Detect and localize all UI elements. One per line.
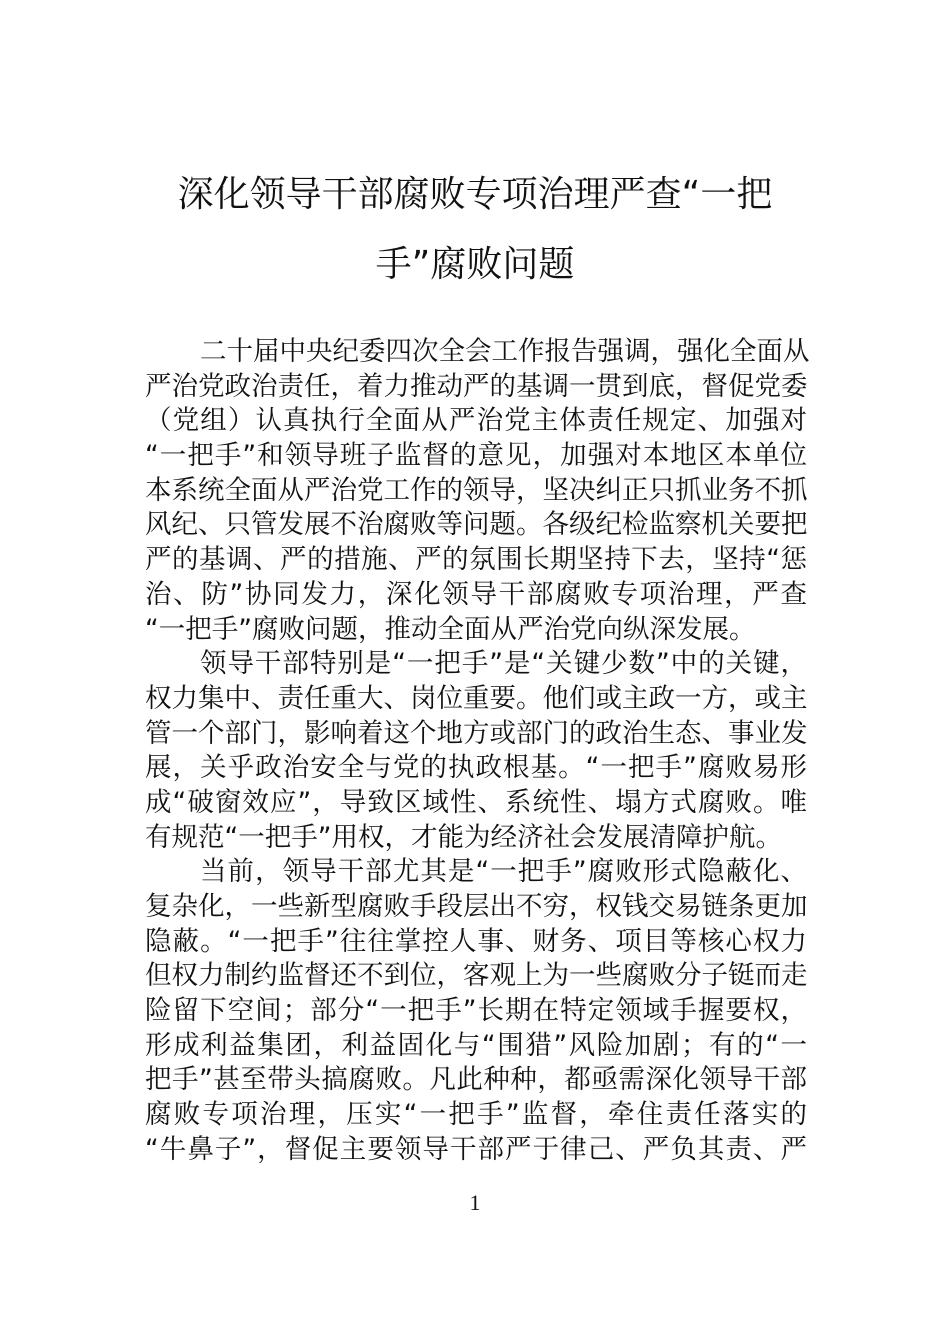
text-line: “牛鼻子”，督促主要领导干部严于律己、严负其责、严 — [145, 1133, 807, 1165]
text-line: 有规范“一把手”用权，才能为经济社会发展清障护航。 — [145, 821, 782, 853]
paragraph — [145, 335, 810, 647]
text-line: 复杂化，一些新型腐败手段层出不穷，权钱交易链条更加 — [145, 891, 808, 922]
page-number: 1 — [469, 1190, 481, 1215]
text-line: （党组）认真执行全面从严治党主体责任规定、加强对 — [145, 405, 807, 437]
text-line: 风纪、只管发展不治腐败等问题。各级纪检监察机关要把 — [145, 509, 808, 541]
text-line: 形成利益集团，利益固化与“围猎”风险加剧；有的“一 — [145, 1029, 807, 1061]
text-line: 权力集中、责任重大、岗位重要。他们或主政一方，或主 — [145, 682, 808, 714]
text-line: 腐败专项治理，压实“一把手”监督，牵住责任落实的 — [145, 1099, 807, 1131]
text-line: 领导干部特别是“一把手”是“关键少数”中的关键， — [200, 648, 807, 680]
paragraph — [145, 647, 807, 855]
text-line: 但权力制约监督还不到位，客观上为一些腐败分子铤而走 — [145, 960, 808, 992]
text-line: 成“破窗效应”，导致区域性、系统性、塌方式腐败。唯 — [145, 786, 807, 818]
document-title-line-2: 手”腐败问题 — [375, 244, 575, 285]
text-line: 当前，领导干部尤其是“一把手”腐败形式隐蔽化、 — [200, 856, 807, 888]
text-line: “一把手”腐败问题，推动全面从严治党向纵深发展。 — [145, 613, 756, 645]
text-line: 二十届中央纪委四次全会工作报告强调，强化全面从 — [200, 336, 810, 367]
text-line: 本系统全面从严治党工作的领导，坚决纠正只抓业务不抓 — [145, 474, 808, 506]
text-line: 隐蔽。“一把手”往往掌控人事、财务、项目等核心权力 — [145, 925, 807, 957]
text-line: 把手”甚至带头搞腐败。凡此种种，都亟需深化领导干部 — [145, 1064, 807, 1096]
text-line: 严治党政治责任，着力推动严的基调一贯到底，督促党委 — [145, 370, 808, 402]
paragraph — [145, 855, 807, 1167]
text-line: 管一个部门，影响着这个地方或部门的政治生态、事业发 — [145, 717, 808, 749]
text-line: 险留下空间；部分“一把手”长期在特定领域手握要权， — [145, 995, 807, 1027]
document-title-line-1: 深化领导干部腐败专项治理严查“一把 — [177, 174, 773, 215]
text-line: 严的基调、严的措施、严的氛围长期坚持下去，坚持“惩 — [145, 544, 807, 576]
text-line: 展，关乎政治安全与党的执政根基。“一把手”腐败易形 — [145, 752, 807, 784]
text-line: 治、防”协同发力，深化领导干部腐败专项治理，严查 — [145, 578, 807, 610]
document-body — [145, 335, 810, 1168]
text-line: “一把手”和领导班子监督的意见，加强对本地区本单位 — [145, 440, 807, 472]
